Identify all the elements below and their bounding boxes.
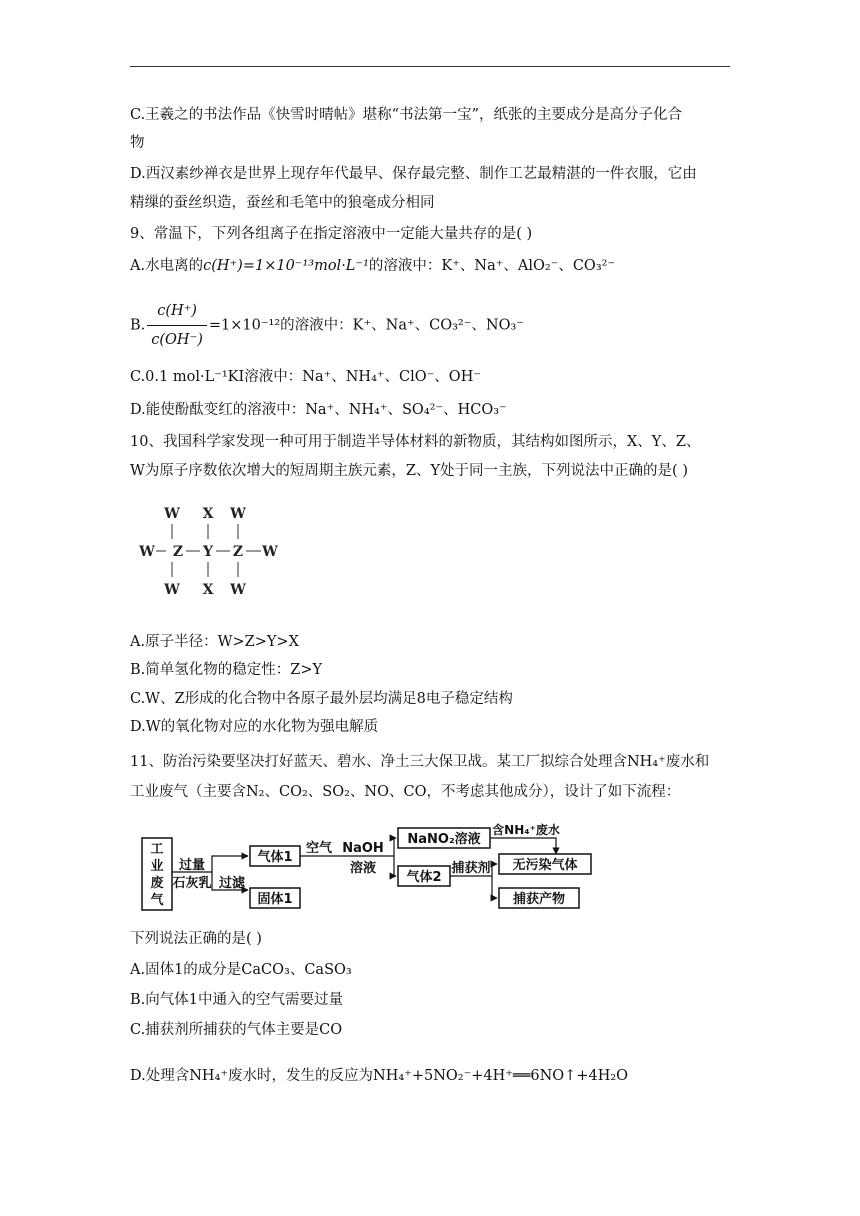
q9-a-prefix: A.水电离的 [130,258,204,274]
atom-bottom-3: W [230,582,246,598]
q11-option-c: C.捕获剂所捕获的气体主要是CO [130,1022,343,1038]
q8-option-c-line2: 物 [130,135,145,151]
q9-stem: 9、常温下，下列各组离子在指定溶液中一定能大量共存的是( ) [130,226,533,242]
q10-option-d: D.W的氧化物对应的水化物为强电解质 [130,719,379,735]
q11-stem-line2: 工业废气（主要含N₂、CO₂、SO₂、NO、CO，不考虑其他成分），设计了如下流程： [130,784,681,800]
edge-label-excess: 过量 [178,858,206,873]
atom-mid-1: W [139,544,155,560]
q9-option-a [130,256,615,276]
q9-a-mid: 的溶液中： [368,258,442,274]
q9-c-ions: Na⁺、NH₄⁺、ClO⁻、OH⁻ [302,369,481,385]
q11-d-equation: NH₄⁺+5NO₂⁻+4H⁺══6NO↑+4H₂O [373,1068,629,1084]
atom-top-3: W [230,506,246,522]
header-rule [130,66,730,67]
arrow-to-gas2 [394,856,396,876]
edge-label-naoh: NaOH [342,841,384,856]
q9-b-mid: 的溶液中： [280,317,353,334]
clean-gas-label: 无污染气体 [512,858,578,873]
q9-option-c [130,367,481,387]
q11-d-prefix: D.处理含NH₄⁺废水时，发生的反应为 [130,1068,374,1084]
atom-mid-5: W [262,544,278,560]
q8-option-d-line2: 精缫的蚕丝织造，蚕丝和毛笔中的狼毫成分相同 [130,195,435,211]
molecular-structure-diagram [138,503,288,603]
arrow-to-clean [492,864,497,876]
source-char: 工 [150,842,164,857]
q9-b-numerator: c(H⁺) [147,298,207,326]
process-flow-diagram [140,816,610,916]
edge-label-capture: 捕获剂 [451,861,491,876]
atom-top-1: W [164,506,180,522]
source-char: 气 [150,893,164,908]
arrow-to-gas1 [212,856,248,872]
captured-label: 捕获产物 [512,892,566,907]
q11-question: 下列说法正确的是( ) [130,931,262,947]
arrow-to-nano2 [394,838,396,856]
atom-mid-4: Z [232,544,244,560]
edge-label-lime: 石灰乳 [172,876,212,891]
q9-option-b [130,298,524,353]
q11-option-d [130,1066,628,1086]
source-char: 业 [150,859,164,874]
q9-b-prefix: B. [130,317,146,334]
q9-option-d [130,400,507,420]
q9-b-fraction [147,298,207,353]
atom-bottom-2: X [202,582,214,598]
source-char: 废 [150,876,164,891]
q9-a-condition: c(H⁺)=1×10⁻¹³mol·L⁻¹ [203,258,369,274]
atom-bottom-1: W [164,582,180,598]
q10-option-b: B.简单氢化物的稳定性：Z>Y [130,662,323,678]
edge-label-air: 空气 [305,841,333,856]
q10-stem-line2: W为原子序数依次增大的短周期主族元素，Z、Y处于同一主族，下列说法中正确的是( ) [130,463,688,479]
q11-option-b: B.向气体1中通入的空气需要过量 [130,992,343,1008]
q9-c-prefix: C.0.1 mol·L⁻¹KI溶液中： [130,369,303,385]
q10-option-c: C.W、Z形成的化合物中各原子最外层均满足8电子稳定结构 [130,691,513,707]
q9-a-ions: K⁺、Na⁺、AlO₂⁻、CO₃²⁻ [441,258,616,274]
q8-option-d-line1: D.西汉素纱禅衣是世界上现存年代最早、保存最完整、制作工艺最精湛的一件衣服，它由 [130,166,697,182]
q8-option-c-line1: C.王羲之的书法作品《快雪时晴帖》堪称“书法第一宝”，纸张的主要成分是高分子化合 [130,107,683,123]
q9-d-prefix: D.能使酚酞变红的溶液中： [130,402,306,418]
q10-option-a: A.原子半径：W>Z>Y>X [130,634,299,650]
edge-label-nh4-wastewater: 含NH₄⁺废水 [492,823,560,837]
edge-label-filter: 过滤 [218,876,246,891]
q10-stem-line1: 10、我国科学家发现一种可用于制造半导体材料的新物质，其结构如图所示，X、Y、Z、 [130,434,701,450]
arrow-to-captured [492,876,497,898]
edge-label-solution: 溶液 [349,861,377,876]
q11-stem-line1: 11、防治污染要坚决打好蓝天、碧水、净土三大保卫战。某工厂拟综合处理含NH₄⁺废水和 [130,754,710,770]
atom-top-2: X [202,506,214,522]
gas2-label: 气体2 [406,870,442,885]
q9-b-denominator: c(OH⁻) [151,332,203,348]
q9-d-ions: Na⁺、NH₄⁺、SO₄²⁻、HCO₃⁻ [305,402,507,418]
nano2-label: NaNO₂溶液 [407,832,481,847]
q9-b-ions: K⁺、Na⁺、CO₃²⁻、NO₃⁻ [352,317,524,334]
q11-option-a: A.固体1的成分是CaCO₃、CaSO₃ [130,962,352,978]
solid1-label: 固体1 [257,892,293,907]
atom-mid-2: Z [172,544,184,560]
atom-mid-3: Y [203,544,213,560]
q9-b-equals: =1×10⁻¹² [208,317,281,334]
gas1-label: 气体1 [257,850,293,865]
arrow-nano2-to-clean [490,838,556,854]
